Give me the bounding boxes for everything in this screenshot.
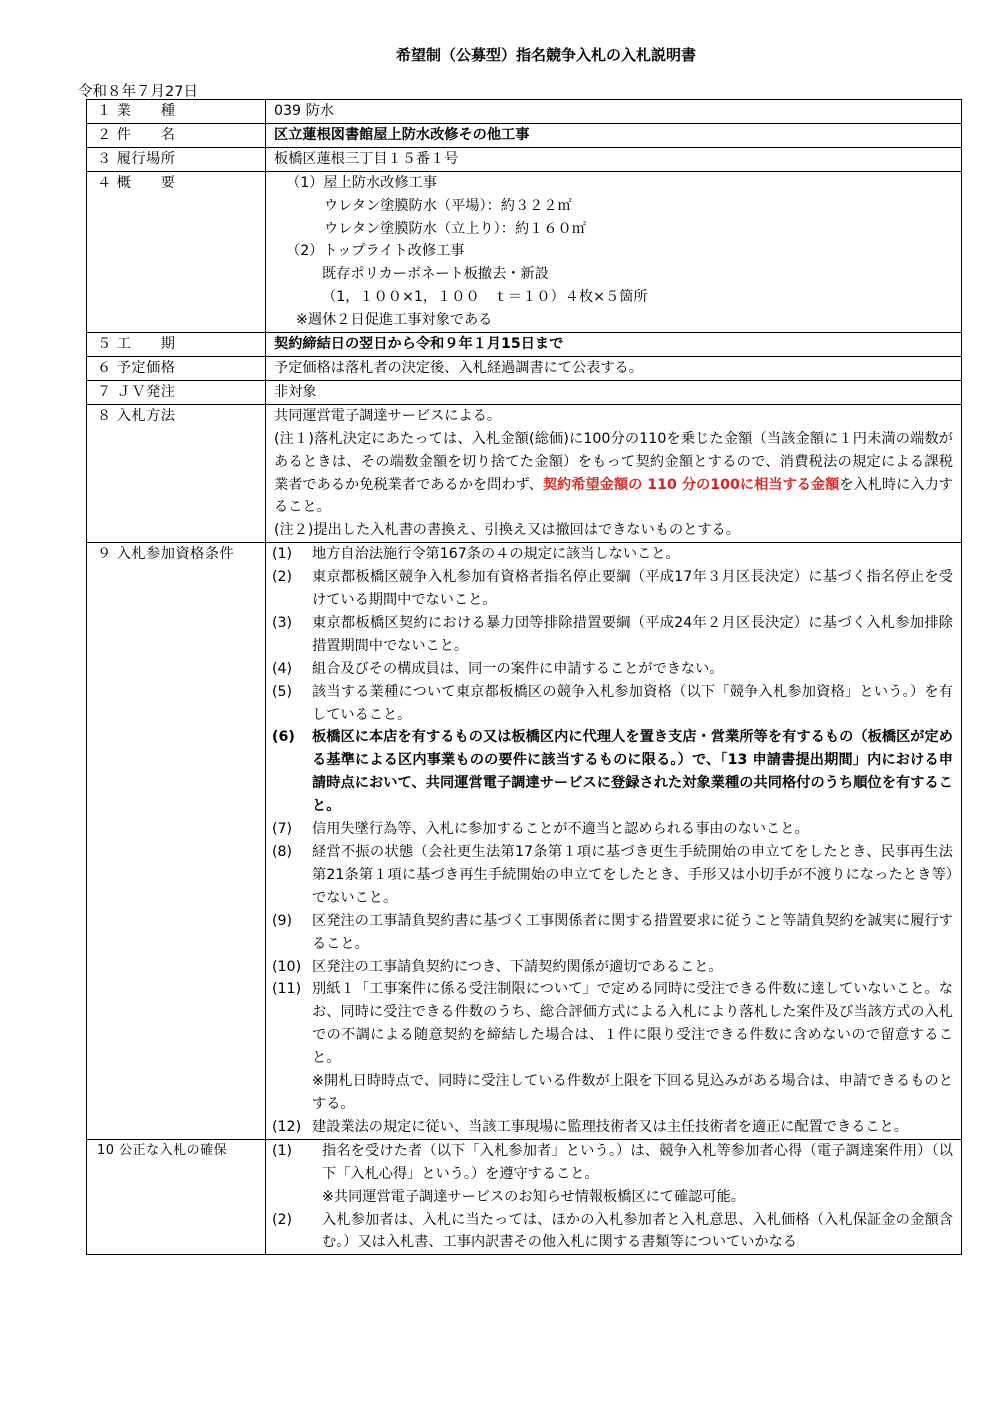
label-overview: ４ 概 要 (87, 171, 266, 332)
item-text: 信用失墜行為等、入札に参加することが不適当と認められる事由のないこと。 (312, 821, 809, 838)
row-project-name (87, 123, 962, 147)
item-number: (9) (272, 912, 293, 929)
label-period: ５ 工 期 (87, 333, 266, 357)
label-industry: １ 業 種 (87, 100, 266, 124)
item-text: 指名を受けた者（以下「入札参加者」という。）は、競争入札等参加者心得（電子調達案件用）（以下「入札心得」という。）を遵守すること。 (322, 1142, 953, 1182)
item-text: 該当する業種について東京都板橋区の競争入札参加資格（以下「競争入札参加資格」という。）を有していること。 (312, 683, 953, 723)
item-number: (8) (272, 844, 293, 860)
item-number: (6) (272, 729, 295, 746)
item-text: 入札参加者は、入札に当たっては、ほかの入札参加者と入札意思、入札価格（入札保証金の金額含む。）又は入札書、工事内訳書その他入札に関する書類等についていかなる (322, 1211, 953, 1251)
item-text: 板橋区に本店を有するもの又は板橋区内に代理人を置き支店・営業所等を有するもの（板橋区が定める基準による区内事業ものの要件に該当するものに限る。）で、「13 申請書提出期間」内における申請時点において、共同運営電子調達サービスに登録された対象業種の共同格付のうち順位を有すること。 (312, 729, 953, 815)
value-fair-bidding (266, 1139, 962, 1255)
row-estimated-price (87, 356, 962, 380)
overview-line: （1）屋上防水改修工事 (286, 174, 437, 191)
bid-method-line: 共同運営電子調達サービスによる。 (274, 407, 502, 424)
row-industry (87, 100, 962, 124)
fair-bidding-item (272, 1140, 953, 1186)
item-text: ※開札日時時点で、同時に受注している件数が上限を下回る見込みがある場合は、申請できるものとする。 (312, 1073, 953, 1112)
item-number: (11) (272, 981, 302, 998)
label-qualifications: ９ 入札参加資格条件 (87, 543, 266, 1140)
item-number: (12) (272, 1118, 302, 1135)
item-number: (5) (272, 683, 293, 700)
item-number: (3) (272, 614, 293, 631)
item-text: ※共同運営電子調達サービスのお知らせ情報板橋区にて確認可能。 (322, 1188, 745, 1205)
overview-line: ウレタン塗膜防水（平場）：約３２２㎡ (324, 197, 572, 214)
item-number: (2) (272, 569, 293, 586)
item-number: (7) (272, 821, 293, 838)
item-number: (10) (272, 958, 302, 975)
qualification-item (272, 818, 953, 841)
value-overview (266, 171, 962, 332)
item-text: 経営不振の状態（会社更生法第17条第１項に基づき更生手続開始の申立てをしたとき、民事再生法第21条第１項に基づき再生手続開始の申立てをしたとき、手形又は小切手が不渡りになったとき等）でないこと。 (312, 844, 953, 906)
bid-method-note-2: (注２)提出した入札書の書換え、引換え又は撤回はできないものとする。 (274, 522, 740, 539)
label-location: ３ 履行場所 (87, 147, 266, 171)
qualification-item (272, 543, 953, 566)
label-bid-method: ８ 入札方法 (87, 404, 266, 542)
item-number (272, 1186, 322, 1209)
bid-method-note-1 (274, 428, 953, 520)
row-period (87, 333, 962, 357)
value-industry: 039 防水 (266, 100, 962, 124)
note-1-text-end: を入札時に入力すること。 (274, 476, 953, 516)
qualification-item (272, 841, 953, 910)
qualification-item (272, 726, 953, 818)
label-jv: ７ ＪＶ発注 (87, 380, 266, 404)
overview-line: 既存ポリカーボネート板撤去・新設 (322, 266, 549, 283)
item-text: 別紙１「工事案件に係る受注制限について」で定める同時に受注できる件数に達していないこと。なお、同時に受注できる件数のうち、総合評価方式による入札により落札した案件及び当該方式の入札での不調による随意契約を締結した場合は、１件に限り受注できる件数に含めないので留意すること。 (312, 981, 953, 1067)
item-number: (2) (272, 1211, 293, 1228)
qualification-note (272, 1070, 953, 1116)
item-text: 組合及びその構成員は、同一の案件に申請することができない。 (312, 660, 724, 677)
item-text: 区発注の工事請負契約につき、下請契約関係が適切であること。 (312, 958, 723, 975)
document-date: 令和８年７月27日 (78, 84, 198, 100)
row-jv (87, 380, 962, 404)
value-period: 契約締結日の翌日から令和９年１月15日まで (266, 333, 962, 357)
item-text: 東京都板橋区契約における暴力団等排除措置要綱（平成24年２月区長決定）に基づく入札参加排除措置期間中でないこと。 (312, 614, 953, 654)
item-text: 地方自治法施行令第167条の４の規定に該当しないこと。 (312, 546, 680, 563)
qualification-item (272, 956, 953, 979)
row-fair-bidding (87, 1139, 962, 1255)
row-bid-method (87, 404, 962, 542)
qualification-item (272, 658, 953, 681)
row-qualifications (87, 543, 962, 1140)
qualification-item (272, 1116, 953, 1139)
qualification-item (272, 612, 953, 658)
qualification-item (272, 910, 953, 956)
specification-table (86, 99, 962, 1255)
overview-line: （1，１００×1，１００ ｔ＝１０）４枚×５箇所 (322, 289, 648, 306)
note-1-text: (注１)落札決定にあたっては、入札金額(総価)に100分の110を乗じた金額（当該金額に１円未満の端数があるときは、その端数金額を切り捨てた金額）をもって契約金額とするので、消費税法の規定による課税業者であるか免税業者であるかを問わず、 (274, 430, 953, 493)
row-location (87, 147, 962, 171)
value-jv: 非対象 (266, 380, 962, 404)
item-number: (1) (272, 1142, 293, 1159)
item-text: 東京都板橋区競争入札参加有資格者指名停止要綱（平成17年３月区長決定）に基づく指名停止を受けている期間中でないこと。 (312, 569, 953, 609)
qualification-item (272, 566, 953, 612)
value-bid-method (266, 404, 962, 542)
value-location: 板橋区蓮根三丁目１５番１号 (266, 147, 962, 171)
value-estimated-price: 予定価格は落札者の決定後、入札経過調書にて公表する。 (266, 356, 962, 380)
row-overview (87, 171, 962, 332)
overview-line: （2）トップライト改修工事 (286, 243, 465, 260)
overview-line: ※週休２日促進工事対象である (296, 312, 493, 329)
label-fair-bidding: 10 公正な入札の確保 (87, 1139, 266, 1255)
overview-line: ウレタン塗膜防水（立上り）：約１６０㎡ (324, 220, 586, 237)
qualification-item (272, 978, 953, 1070)
item-number: (1) (272, 546, 293, 563)
qualification-item (272, 681, 953, 727)
item-text: 区発注の工事請負契約書に基づく工事関係者に関する措置要求に従うこと等請負契約を誠実に履行すること。 (312, 912, 953, 952)
item-number (272, 1070, 312, 1116)
item-text: 建設業法の規定に従い、当該工事現場に監理技術者又は主任技術者を適正に配置できること。 (312, 1118, 908, 1135)
item-number: (4) (272, 660, 293, 677)
value-project-name: 区立蓮根図書館屋上防水改修その他工事 (266, 123, 962, 147)
note-1-highlight: 契約希望金額の 110 分の100に相当する金額 (542, 476, 840, 493)
fair-bidding-note (272, 1186, 953, 1209)
label-estimated-price: ６ 予定価格 (87, 356, 266, 380)
value-qualifications (266, 543, 962, 1140)
document-title: 希望制（公募型）指名競争入札の入札説明書 (395, 46, 696, 64)
fair-bidding-item (272, 1209, 953, 1255)
label-project-name: ２ 件 名 (87, 123, 266, 147)
